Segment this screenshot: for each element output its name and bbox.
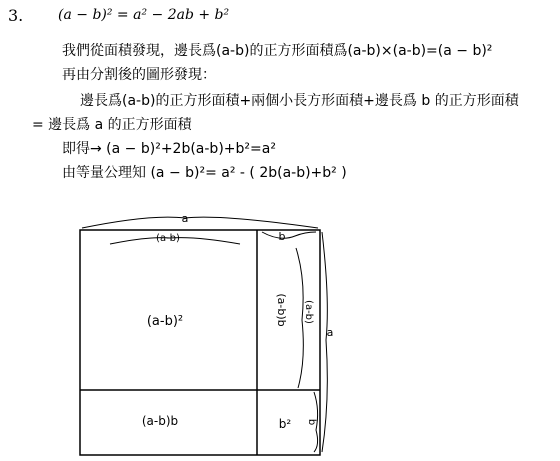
label-right-rect-2: (a-b) (303, 300, 314, 324)
text-line-3: 邊長爲(a-b)的正方形面積+兩個小長方形面積+邊長爲 b 的正方形面積 (80, 93, 519, 109)
label-big-square: (a-b)² (146, 314, 184, 329)
label-right-a: a (326, 326, 334, 339)
problem-number: 3. (8, 6, 24, 25)
right-brace-a (322, 232, 327, 452)
label-small-b: b (306, 418, 317, 426)
label-right-rect-1: (a-b)b (275, 293, 288, 327)
label-top-b: b (278, 230, 286, 243)
label-small-square: b² (278, 417, 292, 431)
text-line-2: 再由分割後的圖形發現： (62, 67, 216, 83)
label-top-a: a (181, 212, 189, 225)
text-line-4: = 邊長爲 a 的正方形面積 (32, 117, 192, 133)
top-brace-b (262, 232, 316, 238)
text-line-5: 即得→ (a − b)²+2b(a-b)+b²=a² (62, 141, 276, 157)
text-line-1: 我們從面積發現，邊長爲(a-b)的正方形面積爲(a-b)×(a-b)=(a − b)² (62, 43, 493, 59)
label-bottom-rect: (a-b)b (141, 414, 179, 428)
right-brace-ab (296, 248, 303, 388)
text-line-6: 由等量公理知 (a − b)²= a² - ( 2b(a-b)+b² ) (62, 165, 347, 181)
label-top-ab: (a-b) (156, 233, 180, 244)
identity-formula: (a − b)² = a² − 2ab + b² (58, 7, 230, 23)
top-brace-a (82, 217, 318, 228)
